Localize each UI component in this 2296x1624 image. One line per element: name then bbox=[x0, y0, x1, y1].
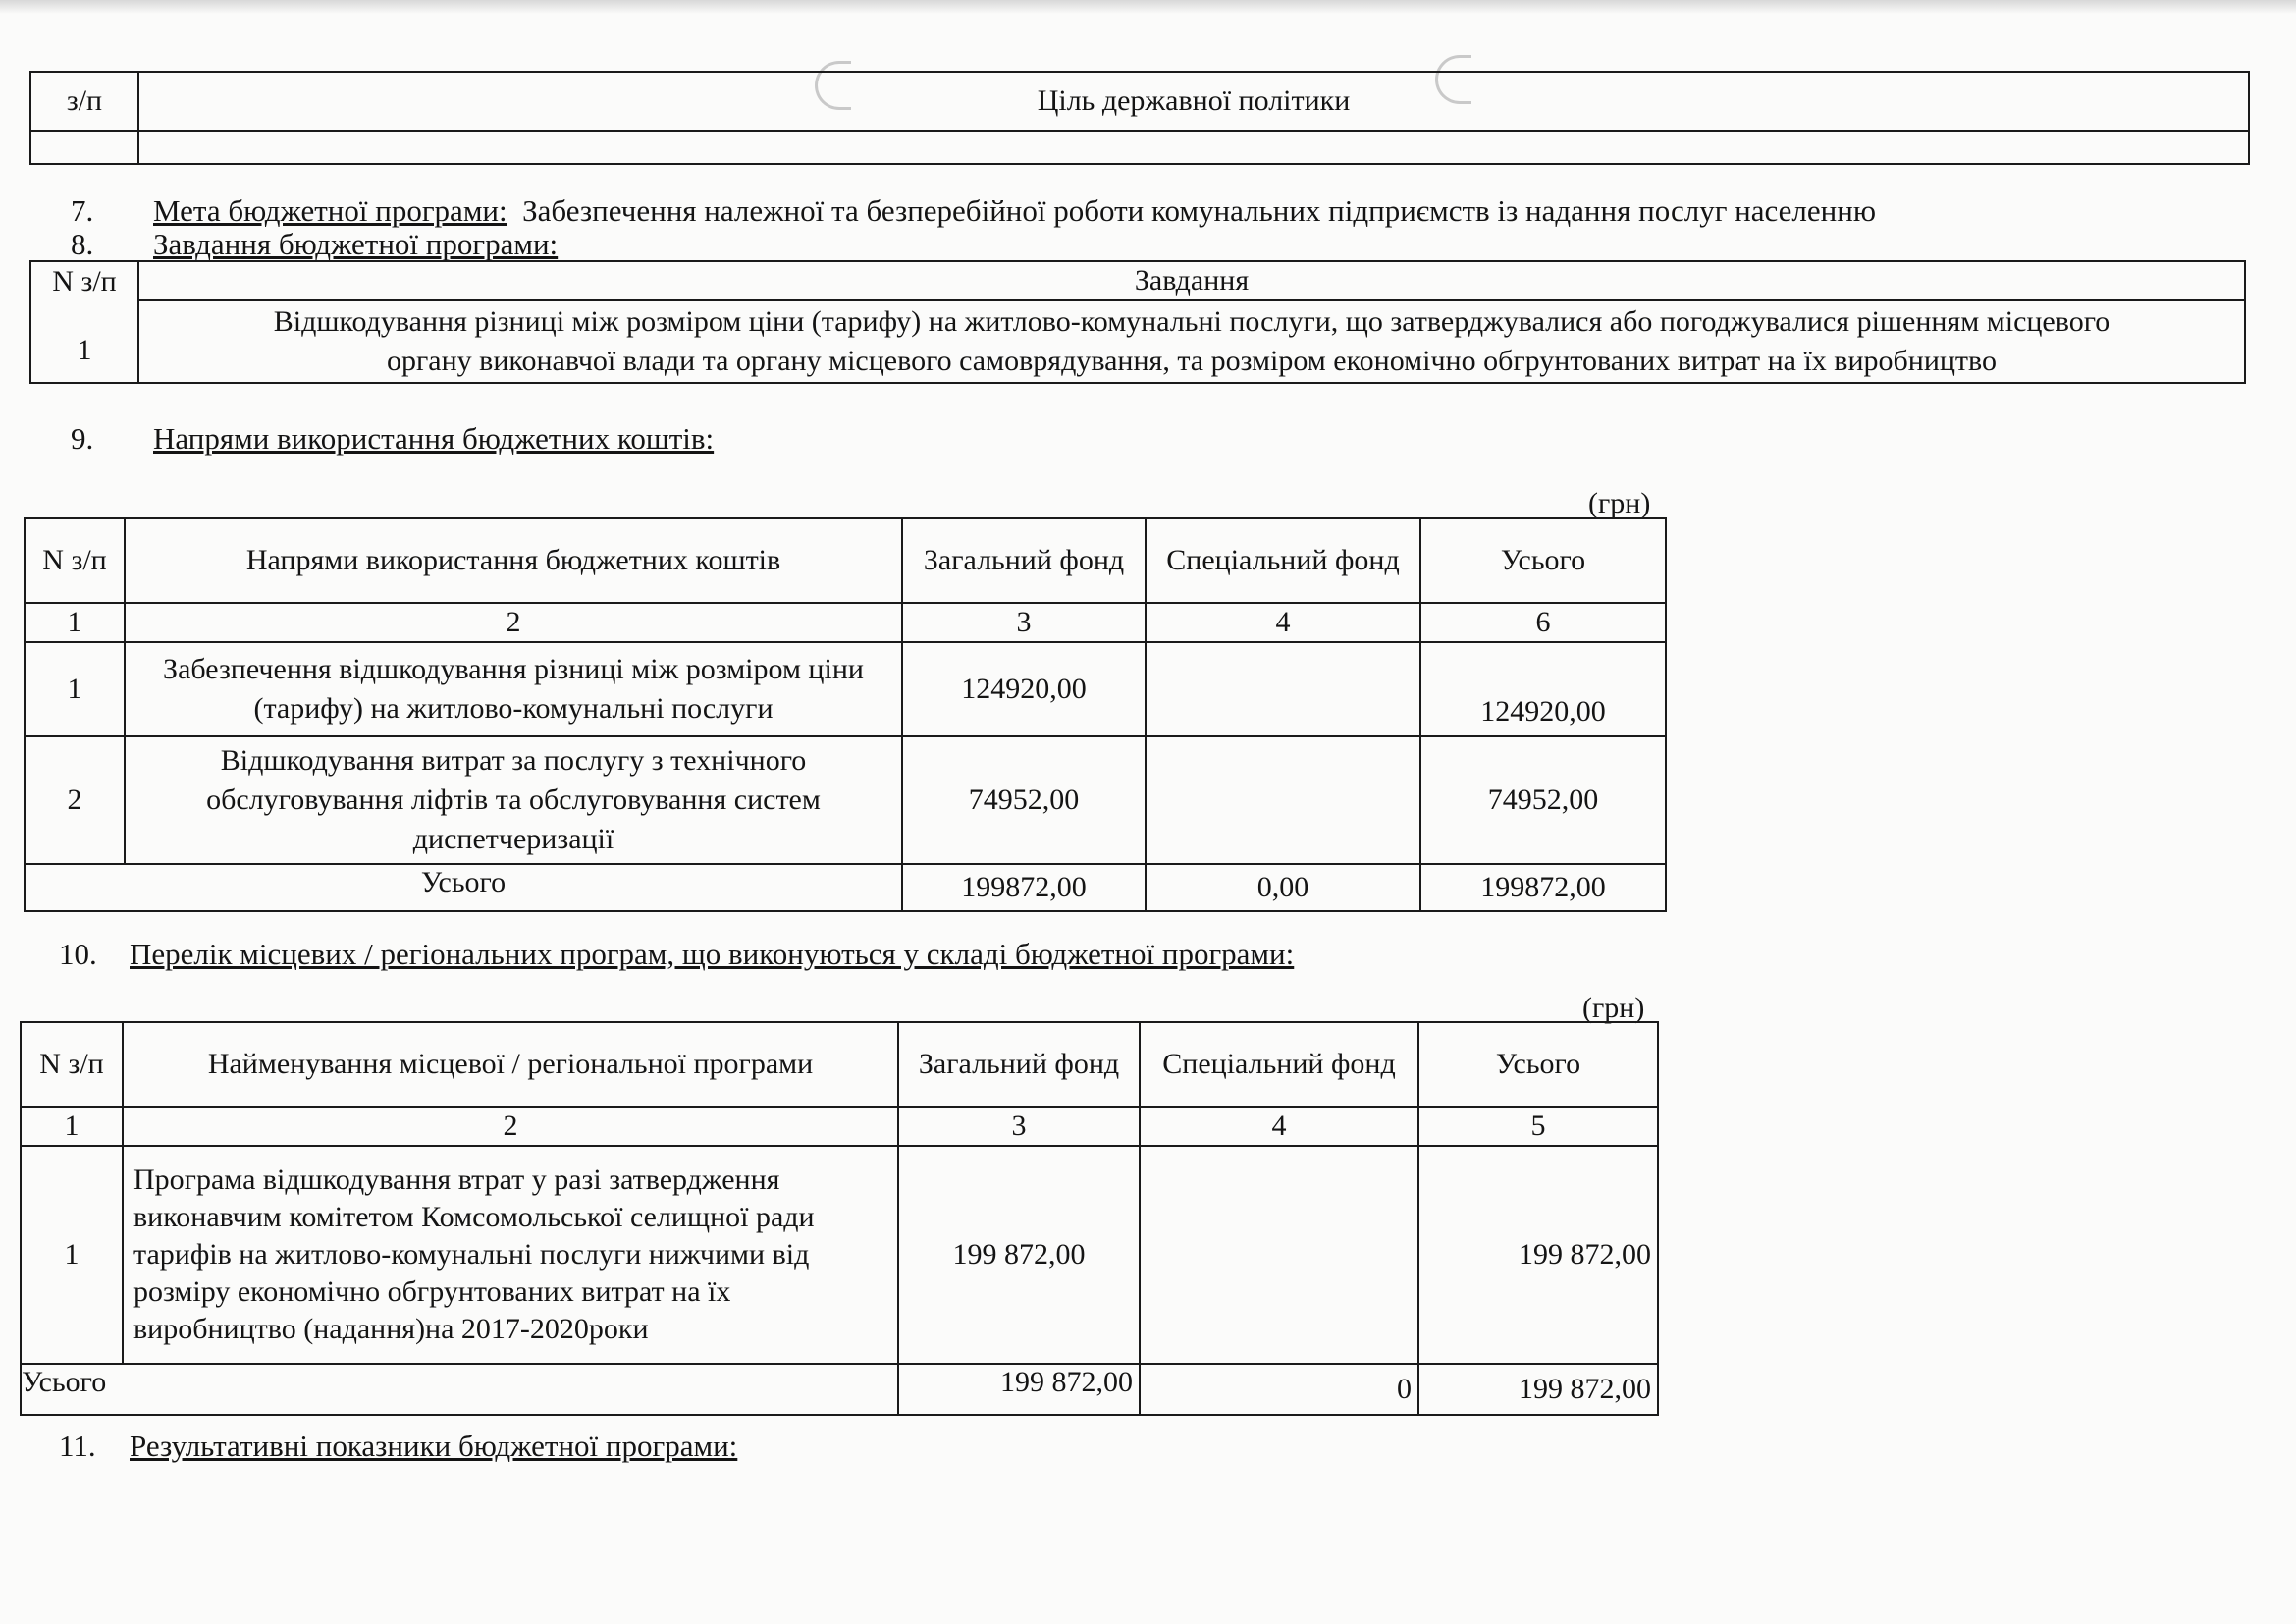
programs-total-label: Усього bbox=[21, 1364, 898, 1415]
spending-index-5: 6 bbox=[1420, 603, 1666, 642]
spending-header-general: Загальний фонд bbox=[902, 518, 1146, 603]
spending-index-2: 2 bbox=[125, 603, 902, 642]
spending-row-general: 124920,00 bbox=[902, 642, 1146, 736]
programs-index-1: 1 bbox=[21, 1107, 123, 1146]
section-8-label: Завдання бюджетної програми: bbox=[153, 227, 559, 261]
programs-total-total: 199 872,00 bbox=[1418, 1364, 1658, 1415]
spending-row-num: 1 bbox=[25, 642, 125, 736]
section-8-number: 8. bbox=[71, 227, 94, 261]
section-9-unit: (грн) bbox=[1588, 487, 1651, 519]
table-row bbox=[25, 736, 1666, 864]
section-11 bbox=[59, 1428, 737, 1465]
policy-goal-num-header: з/п bbox=[30, 72, 138, 131]
policy-goal-table bbox=[29, 71, 2250, 165]
section-9 bbox=[71, 420, 714, 458]
programs-row-name: Програма відшкодування втрат у разі затвердження виконавчим комітетом Комсомольської селищної ради тарифів на житлово-комунальні послуги нижчими від розміру економічно обгрунтованих витрат на їх виробництво (надання)на 2017-2020роки bbox=[123, 1146, 898, 1364]
tasks-header: Завдання bbox=[138, 261, 2245, 300]
programs-header-general: Загальний фонд bbox=[898, 1022, 1140, 1107]
section-8 bbox=[71, 226, 558, 263]
table-row bbox=[21, 1146, 1658, 1364]
spending-row-total: 124920,00 bbox=[1420, 642, 1666, 736]
spending-header-total: Усього bbox=[1420, 518, 1666, 603]
section-10-label: Перелік місцевих / регіональних програм, що виконуються у складі бюджетної програми: bbox=[130, 937, 1295, 971]
section-10-number: 10. bbox=[59, 937, 97, 971]
section-10 bbox=[59, 936, 1294, 973]
programs-index-3: 3 bbox=[898, 1107, 1140, 1146]
spending-row-name: Забезпечення відшкодування різниці між розміром ціни (тарифу) на житлово-комунальні послуги bbox=[125, 642, 902, 736]
programs-index-4: 4 bbox=[1140, 1107, 1418, 1146]
spending-index-3: 3 bbox=[902, 603, 1146, 642]
programs-row-special bbox=[1140, 1146, 1418, 1364]
programs-row-num: 1 bbox=[21, 1146, 123, 1364]
programs-row-general: 199 872,00 bbox=[898, 1146, 1140, 1364]
spending-total-label: Усього bbox=[25, 864, 902, 911]
tasks-table bbox=[29, 260, 2246, 384]
programs-header-name: Найменування місцевої / регіональної програми bbox=[123, 1022, 898, 1107]
section-7-text: Забезпечення належної та безперебійної роботи комунальних підприємств із надання послуг населенню bbox=[522, 193, 1876, 228]
spending-total-special: 0,00 bbox=[1146, 864, 1420, 911]
spending-row-special bbox=[1146, 642, 1420, 736]
programs-total-general: 199 872,00 bbox=[898, 1364, 1140, 1415]
spending-header-special: Спеціальний фонд bbox=[1146, 518, 1420, 603]
spending-total-total: 199872,00 bbox=[1420, 864, 1666, 911]
programs-table bbox=[20, 1021, 1659, 1416]
spending-header-num: N з/п bbox=[25, 518, 125, 603]
table-row bbox=[21, 1364, 1658, 1415]
section-10-unit: (грн) bbox=[1582, 992, 1645, 1024]
programs-header-special: Спеціальний фонд bbox=[1140, 1022, 1418, 1107]
spending-row-total: 74952,00 bbox=[1420, 736, 1666, 864]
table-row bbox=[25, 864, 1666, 911]
tasks-num-header: N з/п bbox=[52, 265, 117, 298]
programs-header-num: N з/п bbox=[21, 1022, 123, 1107]
table-row bbox=[25, 642, 1666, 736]
section-7-number: 7. bbox=[71, 193, 94, 228]
programs-row-total: 199 872,00 bbox=[1418, 1146, 1658, 1364]
spending-row-special bbox=[1146, 736, 1420, 864]
spending-row-general: 74952,00 bbox=[902, 736, 1146, 864]
spending-table bbox=[24, 517, 1667, 912]
section-7-label: Мета бюджетної програми: bbox=[153, 193, 507, 228]
section-7 bbox=[71, 192, 1876, 230]
policy-goal-header: Ціль державної політики bbox=[138, 72, 2249, 131]
spending-total-general: 199872,00 bbox=[902, 864, 1146, 911]
task-text-line1: Відшкодування різниці між розміром ціни (тарифу) на житлово-комунальні послуги, що затверджувалися або погоджувалися рішенням місцевого bbox=[273, 305, 2110, 338]
tasks-row-num: 1 bbox=[77, 334, 92, 366]
section-11-number: 11. bbox=[59, 1429, 96, 1463]
spending-row-num: 2 bbox=[25, 736, 125, 864]
programs-index-2: 2 bbox=[123, 1107, 898, 1146]
programs-total-special: 0 bbox=[1140, 1364, 1418, 1415]
programs-index-5: 5 bbox=[1418, 1107, 1658, 1146]
section-9-number: 9. bbox=[71, 421, 94, 456]
spending-index-1: 1 bbox=[25, 603, 125, 642]
spending-header-name: Напрями використання бюджетних коштів bbox=[125, 518, 902, 603]
spending-index-4: 4 bbox=[1146, 603, 1420, 642]
programs-header-total: Усього bbox=[1418, 1022, 1658, 1107]
section-11-label: Результативні показники бюджетної програми: bbox=[130, 1429, 738, 1463]
task-text-line2: органу виконавчої влади та органу місцевого самоврядування, та розміром економічно обгрунтованих витрат на їх виробництво bbox=[387, 345, 1997, 377]
section-9-label: Напрями використання бюджетних коштів: bbox=[153, 421, 715, 456]
spending-row-name: Відшкодування витрат за послугу з технічного обслуговування ліфтів та обслуговування систем диспетчеризації bbox=[125, 736, 902, 864]
scan-edge bbox=[0, 0, 2296, 14]
